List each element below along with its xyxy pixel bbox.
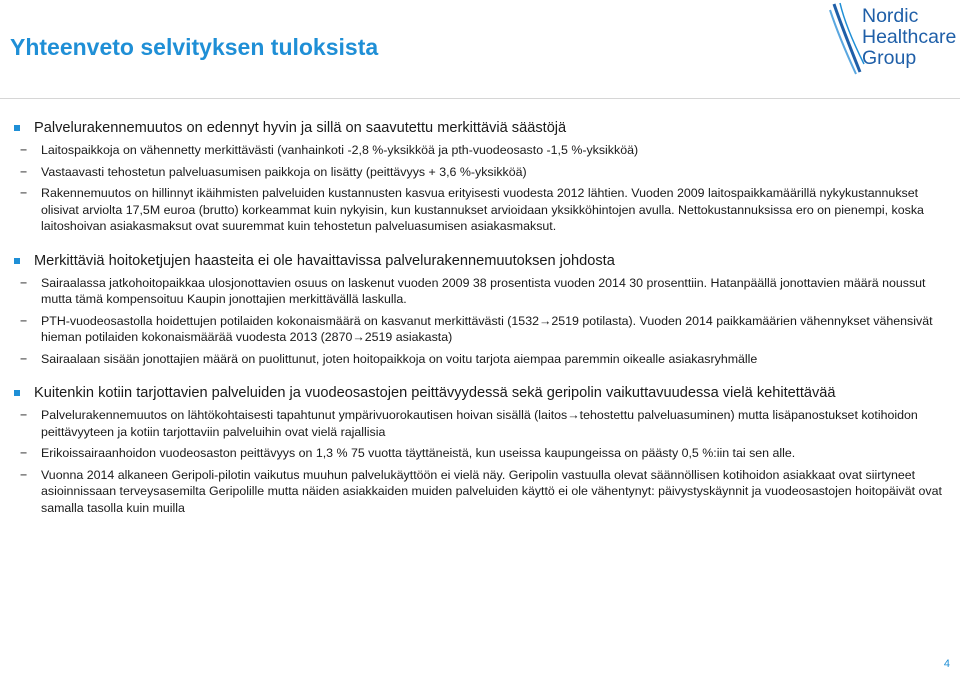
logo-wordmark [862,6,956,69]
dash-bullet-icon: − [20,164,28,179]
header-divider [0,98,960,99]
section-heading-text: Merkittäviä hoitoketjujen haasteita ei ole havaittavissa palvelurakennemuutoksen johdosta [34,252,615,269]
summary-section [14,383,944,516]
sub-bullet-item [14,445,944,462]
dash-bullet-icon: − [20,186,28,200]
arrow-right-icon: → [538,313,552,328]
summary-section [14,251,944,368]
section-heading-text: Palvelurakennemuutos on edennyt hyvin ja sillä on saavutettu merkittäviä säästöjä [34,120,567,136]
sub-bullet-list [14,142,944,235]
nordic-healthcare-group-logo [826,2,960,76]
logo-line-3: Group [862,47,917,69]
sub-bullet-item [14,185,944,235]
square-bullet-icon [14,390,20,396]
sub-bullet-text: Sairaalassa jatkohoitopaikkaa ulosjonottavien osuus on laskenut vuoden 2009 38 prosentista vuoden 2014 30 prosenttiin. Hatanpäällä jonottavien määrä noussut mutta tämä kompensoituu Kaupin jonottajien merkittävällä laskulla. [41,275,926,306]
dash-bullet-icon: − [20,275,28,290]
sub-bullet-text: Vastaavasti tehostetun palveluasumisen paikkoja on lisätty (peittävyys + 3,6 %-yksikköä) [41,164,527,179]
section-heading [14,383,944,403]
sub-bullet-text: 2519 asiakasta) [364,330,453,344]
sub-bullet-item [14,142,944,159]
sub-bullet-item [14,351,944,368]
arrow-right-icon: → [352,330,365,344]
sub-bullet-text: Vuonna 2014 alkaneen Geripoli-pilotin vaikutus muuhun palvelukäyttöön ei vielä näy. Geripolin vastuulla olevat säännöllisen kotihoidon asiakkaat ovat siirtyneet asioinnissaan terveysasemilta Geripolille mutta näiden asiakkaiden muiden palveluiden käyttö ei ole vähentynyt: päivystyskäynnit ja vuodeosastojen hoitopäivät ovat samalla tasolla kuin muilla [41,467,942,515]
logo-line-2: Healthcare [862,26,957,48]
summary-section [14,118,944,235]
dash-bullet-icon: − [20,408,28,422]
sub-bullet-text: PTH-vuodeosastolla hoidettujen potilaiden kokonaismäärä on kasvanut merkittävästi (1532 [41,313,539,328]
arrow-right-icon: → [567,408,580,422]
sub-bullet-text: Palvelurakennemuutos on lähtökohtaisesti tapahtunut ympärivuorokautisen hoivan sisällä (laitos [41,408,568,422]
sub-bullet-text: Sairaalaan sisään jonottajien määrä on puolittunut, joten hoitopaikkoja on voitu tarjota aiempaa paremmin oikealle asiakasryhmälle [41,351,758,366]
page-number: 4 [943,658,950,670]
logo-swoosh-icon [826,2,866,76]
sub-bullet-text: Erikoissairaanhoidon vuodeosaston peittävyys on 1,3 % 75 vuotta täyttäneistä, kun useissa kaupungeissa on päästy 0,5 %:iin tai sen alle. [41,446,796,460]
dash-bullet-icon: − [20,467,28,482]
sub-bullet-item [14,164,944,181]
section-heading [14,251,944,271]
sub-bullet-list [14,275,944,368]
sub-bullet-text: Rakennemuutos on hillinnyt ikäihmisten palveluiden kustannusten kasvua erityisesti vuodesta 2012 lähtien. Vuoden 2009 laitospaikkamäärillä nykykustannukset olisivat arviolta 17,5M euroa (brutto) korkeammat kuin nykyisin, kun kustannukset arvioidaan yksikköhintojen avulla. Nettokustannuksissa ero on pienempi, koska laitoshoivan asiakasmaksut ovat suuremmat kuin tehostetun palveluasumisen asiakasmaksut. [41,186,924,233]
sub-bullet-item [14,467,944,517]
sub-bullet-list [14,407,944,516]
sub-bullet-item [14,313,944,346]
sub-bullet-item [14,407,944,440]
sub-bullet-text: 2519 potilasta). Vuoden 2014 paikkamäärien vähennykset vähensivät hieman potilaiden kokonaismäärää vuodesta 2013 (2870 [41,313,933,344]
dash-bullet-icon: − [20,143,28,157]
summary-content [14,118,944,532]
page-title: Yhteenveto selvityksen tuloksista [10,34,379,60]
sub-bullet-text: Laitospaikkoja on vähennetty merkittävästi (vanhainkoti -2,8 %-yksikköä ja pth-vuodeosasto -1,5 %-yksikköä) [41,143,639,157]
sub-bullet-text: tehostettu palveluasuminen) mutta lisäpanostukset kotihoidon peittävyyteen ja kotiin tarjottaviin palveluihin ovat vielä rajallisia [41,408,918,439]
dash-bullet-icon: − [20,446,28,460]
dash-bullet-icon: − [20,351,28,366]
logo-line-1: Nordic [862,5,919,27]
square-bullet-icon [14,258,20,264]
sub-bullet-item [14,275,944,308]
square-bullet-icon [14,125,20,131]
dash-bullet-icon: − [20,313,28,328]
section-heading-text: Kuitenkin kotiin tarjottavien palveluiden ja vuodeosastojen peittävyydessä sekä geripolin vaikuttavuudessa vielä kehitettävää [34,385,836,401]
section-heading [14,118,944,138]
